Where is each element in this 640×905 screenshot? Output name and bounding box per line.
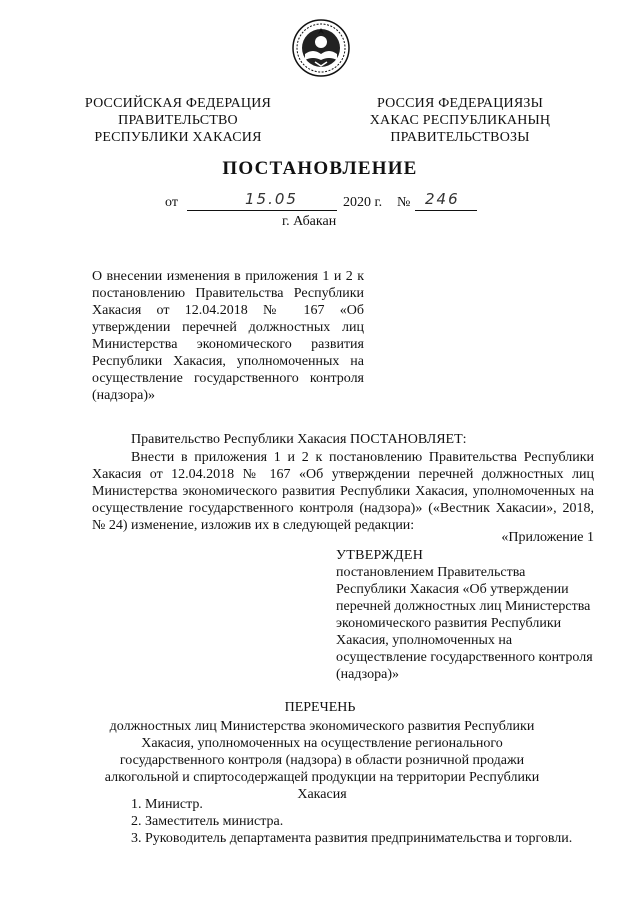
approved-heading: УТВЕРЖДЕН: [336, 548, 424, 563]
list-title: ПЕРЕЧЕНЬ: [284, 700, 356, 715]
list-item: 1. Министр.: [131, 797, 203, 812]
header-ru: [78, 95, 278, 146]
body-lead: Правительство Республики Хакасия ПОСТАНОВЛЯЕТ:: [131, 432, 467, 447]
date-field: [187, 190, 337, 211]
document-title: ПОСТАНОВЛЕНИЕ: [222, 158, 418, 179]
annex-label: «Приложение 1: [501, 530, 594, 545]
header-kjh: [360, 95, 560, 146]
city: г. Абакан: [282, 214, 337, 229]
header-kjh-line: ПРАВИТЕЛЬСТВОЗЫ: [390, 130, 530, 145]
number-field: [415, 190, 477, 211]
list-item: 3. Руководитель департамента развития предпринимательства и торговли.: [131, 831, 573, 846]
header-ru-line: РОССИЙСКАЯ ФЕДЕРАЦИЯ: [84, 96, 272, 111]
officials-list: [131, 796, 572, 847]
number-label: №: [397, 195, 411, 210]
list-subtitle: должностных лиц Министерства экономического развития Республики Хакасия, уполномоченных на осуществление регионального государственного контроля (надзора) в области розничной продажи алкогольной и спиртосодержащей продукции на территории Республики Хакасия: [104, 719, 540, 802]
date-handwritten: 15.05: [245, 190, 298, 208]
header-ru-line: РЕСПУБЛИКИ ХАКАСИЯ: [94, 130, 262, 145]
from-label: от: [165, 195, 178, 210]
number-handwritten: 246: [425, 190, 460, 208]
year-label: 2020 г.: [343, 195, 383, 210]
document-subject: О внесении изменения в приложения 1 и 2 к постановлению Правительства Республики Хакасия от 12.04.2018 № 167 «Об утверждении перечней должностных лиц Министерства экономического развития Республики Хакасия, уполномоченных на осуществление государственного контроля (надзора)»: [92, 269, 364, 403]
republic-khakassia-emblem-icon: [291, 18, 351, 78]
approved-text: постановлением Правительства Республики Хакасия «Об утверждении перечней должностных лиц Министерства экономического развития Республики Хакасия, уполномоченных на осуществление государственного контроля (надзора)»: [336, 565, 593, 682]
header-kjh-line: ХАКАС РЕСПУБЛИКАНЫҢ: [369, 113, 551, 128]
body-main-paragraph: Внести в приложения 1 и 2 к постановлению Правительства Республики Хакасия от 12.04.2018 № 167 «Об утверждении перечней должностных лиц Министерства экономического развития Республики Хакасия, уполномоченных на осуществление государственного контроля (надзора)» («Вестник Хакасии», 2018, № 24) изменение, изложив их в следующей редакции:: [92, 450, 594, 533]
approval-block: [336, 547, 598, 683]
header-kjh-line: РОССИЯ ФЕДЕРАЦИЯЗЫ: [376, 96, 544, 111]
list-item: 2. Заместитель министра.: [131, 814, 284, 829]
header-ru-line: ПРАВИТЕЛЬСТВО: [118, 113, 238, 128]
republic-emblem: [291, 18, 351, 78]
